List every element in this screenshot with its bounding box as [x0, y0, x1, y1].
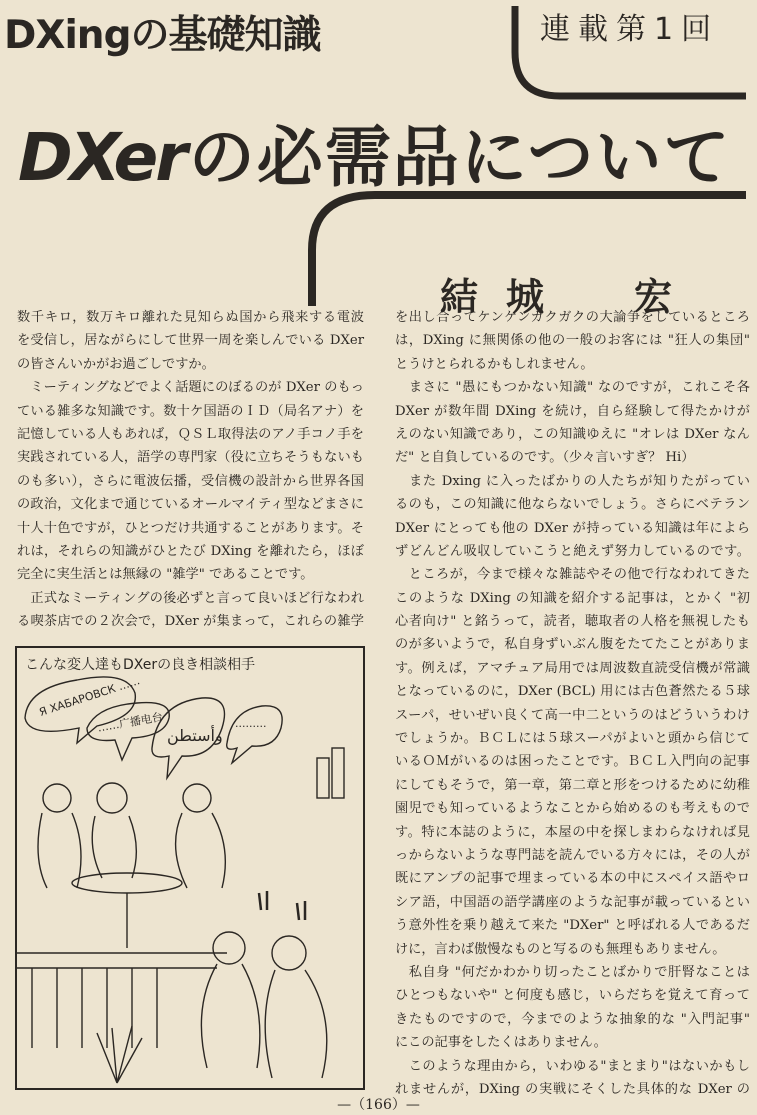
cartoon-illustration	[15, 646, 365, 1090]
exclamation-marks	[259, 891, 305, 920]
text-line: ずどんどん吸収していこうと絶えず努力しているのです。	[395, 543, 750, 559]
text-line: の皆さんいかがお過ごしですか。	[17, 356, 215, 372]
bubble-text-russian: Я ХАБАРОВСК ……	[37, 674, 142, 719]
text-line: このような DXing の知識を紹介する記事は，とかく "初	[395, 590, 750, 606]
text-line: えのない知識であり，この知識ゆえに "オレは DXer なん	[395, 426, 750, 442]
text-line: す。例えば，アマチュア局用では周波数直読受信機が常識	[395, 660, 750, 676]
text-line: ミーティングなどでよく話題にのぼるのが DXer のもっ	[17, 380, 364, 396]
person-body	[201, 964, 259, 1068]
bubble-text-dots: ·········	[235, 720, 267, 733]
text-line: シア語，中国語の語学講座のような記事が載っているとい	[395, 894, 750, 910]
author-char: 結	[440, 274, 479, 319]
text-line: のも多い），さらに電波伝播，受信機の設計から世界各国	[17, 473, 364, 489]
text-line: 実践されている人，語学の専門家（役に立ちそうもないも	[17, 450, 364, 466]
text-line: でしょうか。ＢＣＬには５球スーパがよいと頭から信じて	[395, 731, 750, 747]
text-line: 園児でも知っているようなことから始めるのも考えもので	[395, 801, 750, 817]
title-dxer: DXer	[18, 119, 185, 196]
body-column-right	[395, 306, 750, 1101]
text-line: の政治，文化まで通じているオールマイティ型などまさに	[17, 497, 364, 513]
wall-lamp	[317, 758, 329, 798]
text-line: す。特に本誌のように，本屋の中を探しまわらなければ見	[395, 824, 750, 840]
title-rest: の必需品について	[188, 118, 732, 196]
series-title: DXingの基礎知識	[4, 13, 321, 58]
person-head	[43, 784, 71, 812]
text-line: れは，それらの知識がひとたび DXing を離れたら，ほぼ	[17, 543, 364, 559]
text-line: 正式なミーティングの後必ずと言って良いほど行なわれ	[17, 590, 364, 606]
text-line: のが多いようで，私自身ずいぶん腹をたてたことがありま	[395, 637, 750, 653]
text-line: となっているのに，DXer (BCL) 用には古色蒼然たる５球	[395, 684, 750, 700]
body-column-left	[17, 306, 364, 633]
text-line: いるＯＭがいるのは困ったことです。ＢＣＬ入門向の記事	[395, 754, 750, 770]
potted-plant	[97, 1026, 142, 1083]
text-line: にこの記事をしたくはありません。	[395, 1035, 607, 1051]
text-line: だ" と自負しているのです。（少々言いすぎ？ Hi）	[395, 450, 695, 466]
wall-lamp	[332, 748, 344, 798]
text-line: る喫茶店での２次会で，DXer が集まって，これらの雑学	[17, 614, 364, 630]
text-line: スーパ，せいぜい良くて高一中二というのはどういうわけ	[395, 707, 750, 723]
text-line: DXer にとっても他の DXer が持っている知識は年によら	[395, 520, 750, 536]
text-line: 私自身 "何だかわかり切ったことばかりで肝腎なことは	[395, 964, 750, 980]
text-line: 十人十色ですが，ひとつだけ共通することがあります。そ	[17, 520, 364, 536]
page-number: —（166）—	[337, 1097, 420, 1113]
text-line: は，DXing に無関係の他の一般のお客には "狂人の集団"	[395, 333, 750, 349]
text-line: 完全に実生活とは無縁の "雑学" であることです。	[17, 567, 314, 583]
text-line: 記憶している人もあれば，ＱＳＬ取得法のアノ手コノ手を	[17, 426, 364, 442]
text-line: また Dxing に入ったばかりの人たちが知りたがってい	[395, 473, 750, 489]
text-line: う意外性を乗り越えて来た "DXer" と呼ばれる人であるだ	[395, 918, 750, 934]
speech-bubble	[227, 706, 282, 763]
text-line: とうけとられるかもしれません。	[395, 356, 594, 372]
author-char: 宏	[634, 274, 673, 319]
person-body	[265, 970, 327, 1078]
article-title	[18, 104, 731, 199]
text-line: けに，言わば傲慢なものと写るのも無理もありません。	[395, 941, 726, 957]
bubble-text-arabic: وأستطن	[167, 726, 223, 745]
text-line: 数千キロ，数万キロ離れた見知らぬ国から飛来する電波	[17, 310, 364, 325]
person-head	[97, 783, 127, 813]
text-line: まさに "愚にもつかない知識" なのですが，これこそ各	[395, 380, 750, 396]
text-line: ている雑多な知識です。数十ケ国語のＩＤ（局名アナ）を	[17, 403, 364, 419]
text-line: るのも，この知識に他ならないでしょう。さらにベテラン	[395, 497, 750, 513]
text-line: きたものですので，今までのような抽象的な "入門記事"	[395, 1011, 750, 1027]
text-line: を出し合ってケンケンガクガクの大論争をしているところ	[395, 310, 750, 325]
balustrade	[17, 953, 227, 1048]
text-line: ひとつもないや" と何度も感じ，いらだちを覚えて育って	[395, 988, 750, 1004]
text-line: にしてもそうで，第一章，第二章と形をつけるために幼稚	[395, 777, 750, 793]
text-line: を受信し，居ながらにして世界一周を楽しんでいる DXer	[17, 333, 364, 349]
text-line: れませんが，DXing の実戦にそくした具体的な DXer の	[395, 1081, 750, 1097]
person-head	[213, 932, 245, 964]
person-head	[183, 784, 211, 812]
person-head	[272, 936, 306, 970]
text-line: 既にアンプの記事で埋まっている本の中にスペイス語やロ	[395, 871, 750, 887]
text-line: ところが，今まで様々な雑誌やその他で行なわれてきた	[395, 567, 750, 583]
cafe-table	[72, 873, 182, 893]
text-line: っからないような専門誌を読んでいる方々には，その人が	[395, 847, 750, 863]
cartoon-drawing	[17, 648, 363, 1088]
text-line: 心者向け" と銘うって，読者，聴取者の人格を無視したも	[395, 614, 750, 630]
person-bodies	[38, 813, 225, 888]
cartoon-caption: こんな変人達もDXerの良き相談相手	[25, 657, 256, 673]
author-char: 城	[506, 274, 545, 319]
bubble-text-chinese: ……广播电台	[96, 710, 164, 735]
text-line: このような理由から，いわゆる"まとまり"はないかもし	[395, 1058, 750, 1074]
series-number: 連載第1回	[540, 12, 720, 47]
text-line: DXer が数年間 DXing を続け，自ら経験して得たかけが	[395, 403, 750, 419]
